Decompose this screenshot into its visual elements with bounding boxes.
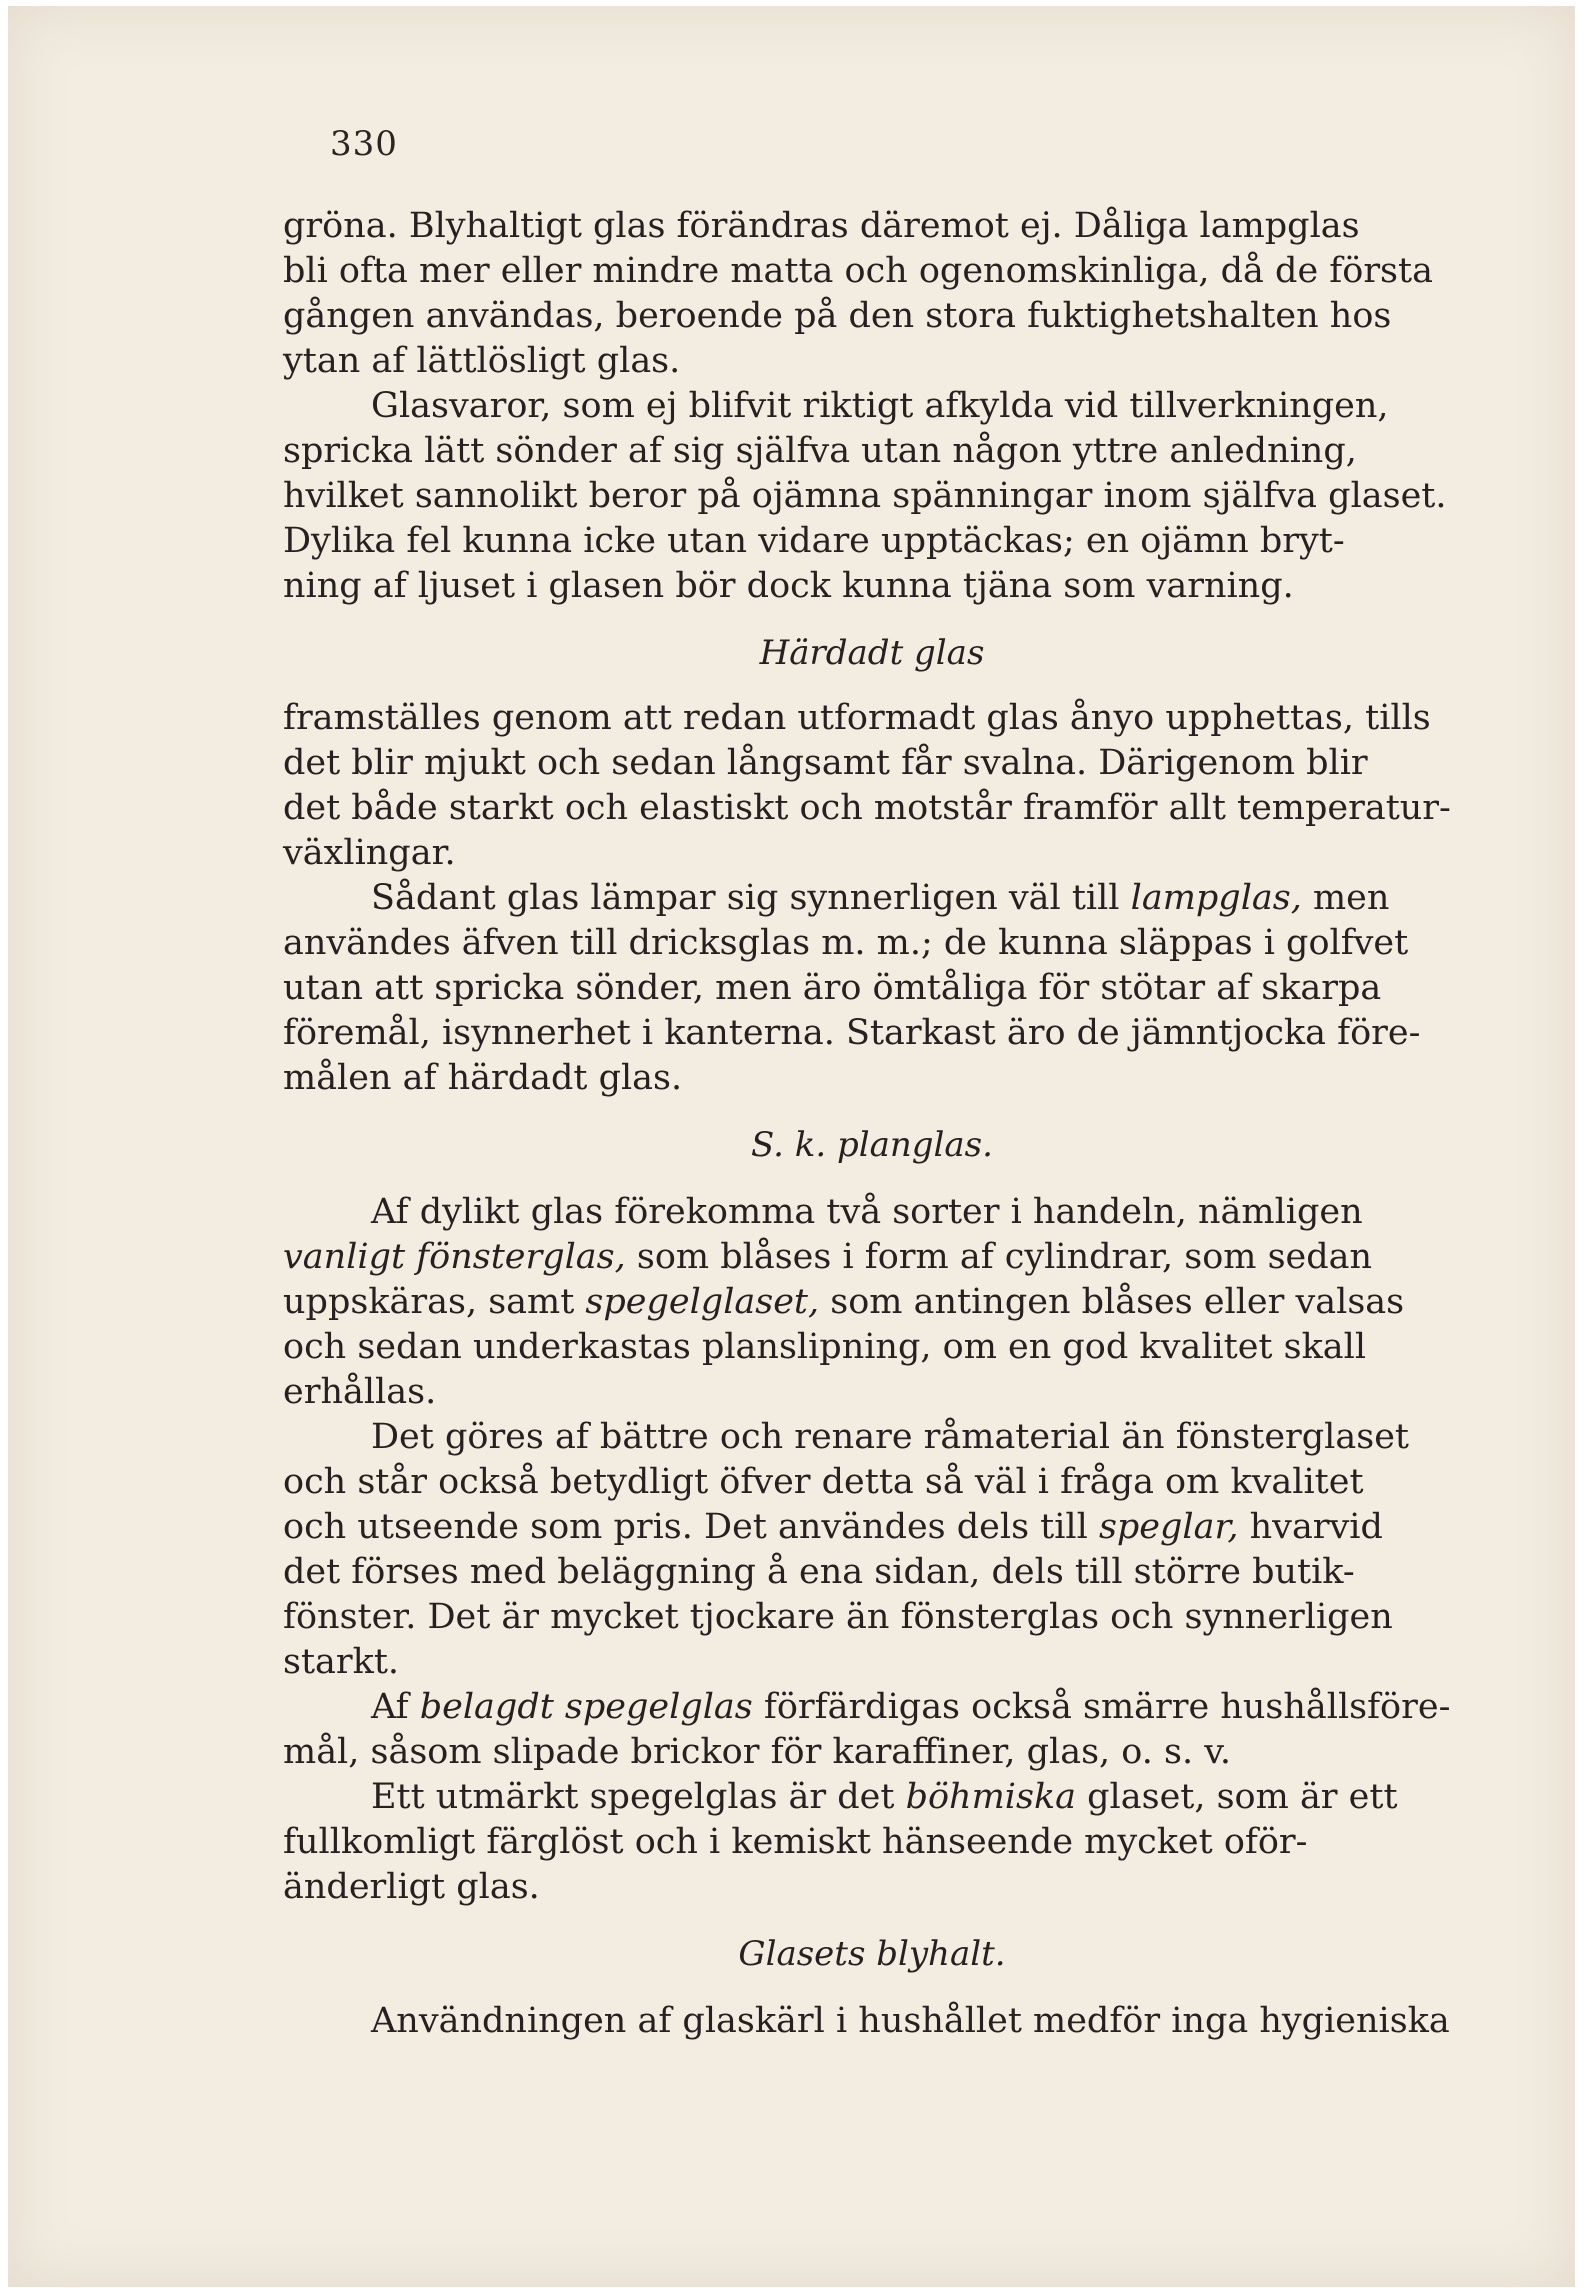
section-heading: Härdadt glas bbox=[759, 633, 985, 673]
text-line: och står också betydligt öfver detta så väl i fråga om kvalitet bbox=[283, 1462, 1364, 1502]
emphasis: spegelglaset, bbox=[585, 1282, 820, 1322]
text-line: hvilket sannolikt beror på ojämna spänningar inom själfva glaset. bbox=[283, 476, 1447, 516]
text-line: föremål, isynnerhet i kanterna. Starkast äro de jämntjocka före- bbox=[283, 1013, 1421, 1053]
text-line: Af dylikt glas förekomma två sorter i handeln, nämligen bbox=[371, 1192, 1363, 1232]
paragraph bbox=[283, 1999, 1461, 2044]
page-number: 330 bbox=[330, 124, 398, 164]
text-line: det både starkt och elastiskt och motstår framför allt temperatur- bbox=[283, 788, 1451, 828]
text-line: mål, såsom slipade brickor för karaffiner, glas, o. s. v. bbox=[283, 1732, 1231, 1772]
text-line: och sedan underkastas planslipning, om en god kvalitet skall bbox=[283, 1327, 1367, 1367]
text-line bbox=[283, 1775, 1461, 1820]
text-line: det blir mjukt och sedan långsamt får svalna. Därigenom blir bbox=[283, 743, 1368, 783]
text-run: hvarvid bbox=[1238, 1507, 1383, 1547]
text-line: gröna. Blyhaltigt glas förändras däremot ej. Dåliga lampglas bbox=[283, 206, 1360, 246]
text-line: växlingar. bbox=[283, 833, 456, 873]
paragraph bbox=[283, 1415, 1461, 1685]
paragraph bbox=[283, 384, 1461, 609]
text-line: Glasvaror, som ej blifvit riktigt afkylda vid tillverkningen, bbox=[371, 386, 1389, 426]
text-run: men bbox=[1301, 878, 1390, 918]
text-line: spricka lätt sönder af sig själfva utan någon yttre anledning, bbox=[283, 431, 1357, 471]
emphasis: vanligt fönsterglas, bbox=[283, 1237, 626, 1277]
text-run: som blåses i form af cylindrar, som sedan bbox=[625, 1237, 1373, 1277]
text-line bbox=[283, 1685, 1461, 1730]
text-run: som antingen blåses eller valsas bbox=[819, 1282, 1405, 1322]
text-line: gången användas, beroende på den stora fuktighetshalten hos bbox=[283, 296, 1392, 336]
paragraph bbox=[283, 1685, 1461, 1775]
text-run: och utseende som pris. Det användes dels till bbox=[283, 1507, 1099, 1547]
text-run: Af bbox=[371, 1687, 420, 1727]
emphasis: böhmiska bbox=[905, 1777, 1077, 1817]
text-line: det förses med beläggning å ena sidan, dels till större butik- bbox=[283, 1552, 1355, 1592]
text-line: erhållas. bbox=[283, 1372, 437, 1412]
paragraph bbox=[283, 204, 1461, 384]
section-heading: S. k. planglas. bbox=[751, 1125, 993, 1165]
text-line: Användningen af glaskärl i hushållet medför inga hygieniska bbox=[371, 2001, 1450, 2041]
text-run: förfärdigas också smärre hushållsföre- bbox=[752, 1687, 1451, 1727]
emphasis: lampglas, bbox=[1130, 878, 1302, 918]
text-run: Ett utmärkt spegelglas är det bbox=[371, 1777, 906, 1817]
text-line: utan att spricka sönder, men äro ömtåliga för stötar af skarpa bbox=[283, 968, 1382, 1008]
paragraph bbox=[283, 696, 1461, 876]
text-run: Sådant glas lämpar sig synnerligen väl till bbox=[371, 878, 1131, 918]
text-line: målen af härdadt glas. bbox=[283, 1058, 683, 1098]
text-line: Dylika fel kunna icke utan vidare upptäckas; en ojämn bryt- bbox=[283, 521, 1345, 561]
text-line: änderligt glas. bbox=[283, 1867, 540, 1907]
text-line: starkt. bbox=[283, 1642, 400, 1682]
text-line bbox=[283, 1235, 1461, 1280]
text-line: ytan af lättlösligt glas. bbox=[283, 341, 681, 381]
text-run: uppskäras, samt bbox=[283, 1282, 586, 1322]
text-line: användes äfven till dricksglas m. m.; de kunna släppas i golfvet bbox=[283, 923, 1409, 963]
text-line: framställes genom att redan utformadt glas ånyo upphettas, tills bbox=[283, 698, 1431, 738]
body-text bbox=[283, 204, 1461, 2044]
text-line: fönster. Det är mycket tjockare än fönsterglas och synnerligen bbox=[283, 1597, 1393, 1637]
emphasis: speglar, bbox=[1098, 1507, 1239, 1547]
text-line: bli ofta mer eller mindre matta och ogenomskinliga, då de första bbox=[283, 251, 1433, 291]
paragraph bbox=[283, 1190, 1461, 1415]
text-line: Det göres af bättre och renare råmaterial än fönsterglaset bbox=[371, 1417, 1409, 1457]
text-line bbox=[283, 876, 1461, 921]
paragraph bbox=[283, 1775, 1461, 1910]
emphasis: belagdt spegelglas bbox=[419, 1687, 753, 1727]
text-line bbox=[283, 1280, 1461, 1325]
text-line: ning af ljuset i glasen bör dock kunna tjäna som varning. bbox=[283, 566, 1294, 606]
paragraph bbox=[283, 876, 1461, 1101]
section-heading: Glasets blyhalt. bbox=[738, 1934, 1006, 1974]
text-line bbox=[283, 1505, 1461, 1550]
page bbox=[8, 6, 1575, 2287]
text-run: glaset, som är ett bbox=[1076, 1777, 1398, 1817]
text-line: fullkomligt färglöst och i kemiskt hänseende mycket oför- bbox=[283, 1822, 1308, 1862]
